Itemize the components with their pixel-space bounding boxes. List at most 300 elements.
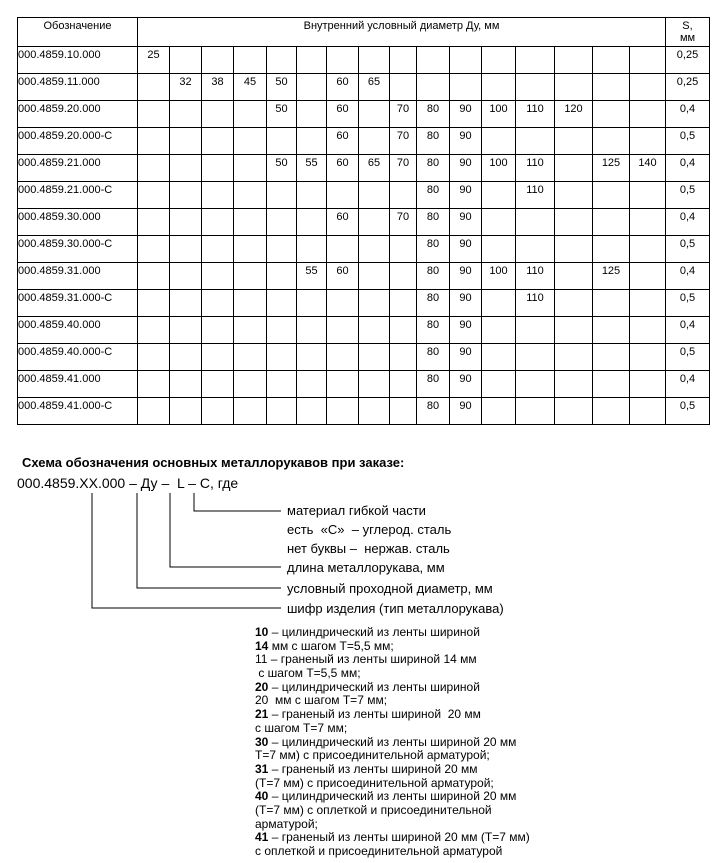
diameter-cell xyxy=(327,290,359,317)
legend-line xyxy=(255,831,530,845)
diameter-cell xyxy=(138,263,170,290)
diameter-cell: 80 xyxy=(417,371,450,398)
legend-line xyxy=(255,626,530,640)
diameter-cell xyxy=(202,128,234,155)
legend-code-number: 10 xyxy=(255,625,269,639)
diameter-cell xyxy=(390,74,417,101)
diameter-cell xyxy=(593,101,630,128)
table-row xyxy=(18,209,710,236)
legend-text: – цилиндрический из ленты шириной xyxy=(268,625,480,639)
diameter-cell: 90 xyxy=(450,128,482,155)
diameter-cell xyxy=(390,263,417,290)
diameter-cell: 80 xyxy=(417,398,450,425)
designation-cell: 000.4859.21.000 xyxy=(18,155,138,182)
diameter-cell xyxy=(593,182,630,209)
diameter-cell xyxy=(138,317,170,344)
diameter-cell xyxy=(630,209,666,236)
legend-line xyxy=(255,694,530,708)
diameter-cell: 90 xyxy=(450,101,482,128)
s-thickness-cell: 0,4 xyxy=(666,155,710,182)
diameter-cell xyxy=(297,236,327,263)
diameter-cell xyxy=(630,47,666,74)
legend-code-number: 14 xyxy=(255,638,269,653)
diameter-cell: 140 xyxy=(630,155,666,182)
diameter-cell: 50 xyxy=(267,74,297,101)
diameter-cell xyxy=(234,317,267,344)
diameter-cell xyxy=(359,101,390,128)
diameter-cell xyxy=(170,101,202,128)
legend-line xyxy=(255,667,530,681)
diameter-cell xyxy=(390,344,417,371)
diameter-cell xyxy=(170,209,202,236)
branch-label-product-code: шифр изделия (тип металлорукава) xyxy=(287,601,504,616)
legend-text: 11 – граненый из ленты шириной 14 мм xyxy=(255,652,477,667)
designation-cell: 000.4859.30.000-С xyxy=(18,236,138,263)
diameter-cell xyxy=(390,398,417,425)
diameter-cell xyxy=(417,74,450,101)
diameter-cell: 90 xyxy=(450,209,482,236)
diameter-cell xyxy=(359,47,390,74)
diameter-cell: 90 xyxy=(450,155,482,182)
diameter-cell: 90 xyxy=(450,182,482,209)
diameter-cell xyxy=(138,128,170,155)
diameter-cell xyxy=(359,344,390,371)
diameter-cell: 60 xyxy=(327,209,359,236)
diameter-cell xyxy=(593,209,630,236)
table-body xyxy=(18,18,710,425)
diameter-cell: 60 xyxy=(327,101,359,128)
diameter-cell xyxy=(234,209,267,236)
diameter-cell xyxy=(516,317,555,344)
diameter-cell xyxy=(202,236,234,263)
branch-label-diameter: условный проходной диаметр, мм xyxy=(287,581,493,596)
legend-code-number: 41 xyxy=(255,830,269,845)
diameter-cell xyxy=(138,236,170,263)
diameter-cell xyxy=(482,344,516,371)
diameter-cell xyxy=(138,209,170,236)
legend-text: – граненый из ленты шириной 20 мм xyxy=(268,761,478,776)
diameter-cell xyxy=(516,236,555,263)
diameter-cell xyxy=(234,101,267,128)
legend-text: – цилиндрический из ленты шириной 20 мм xyxy=(268,734,517,749)
diameter-cell xyxy=(555,47,593,74)
diameter-cell xyxy=(170,155,202,182)
diameter-cell xyxy=(390,371,417,398)
table-row xyxy=(18,155,710,182)
diameter-cell: 90 xyxy=(450,263,482,290)
diameter-cell xyxy=(170,317,202,344)
diameter-cell xyxy=(202,182,234,209)
diameter-cell xyxy=(593,317,630,344)
s-thickness-cell: 0,4 xyxy=(666,101,710,128)
diameter-cell xyxy=(202,344,234,371)
diameter-cell xyxy=(297,344,327,371)
diameter-cell xyxy=(170,290,202,317)
diameter-cell xyxy=(327,317,359,344)
legend-text: – цилиндрический из ленты шириной 20 мм xyxy=(268,789,517,804)
diameter-cell xyxy=(327,371,359,398)
diameter-cell xyxy=(170,371,202,398)
header-designation: Обозначение xyxy=(18,18,138,47)
diameter-cell xyxy=(555,236,593,263)
diameter-cell xyxy=(327,344,359,371)
diameter-cell: 70 xyxy=(390,128,417,155)
diameter-cell xyxy=(630,236,666,263)
s-thickness-cell: 0,4 xyxy=(666,371,710,398)
diameter-cell xyxy=(234,182,267,209)
diameter-cell xyxy=(390,290,417,317)
diameter-cell: 70 xyxy=(390,209,417,236)
diameter-cell xyxy=(555,290,593,317)
diameter-cell: 55 xyxy=(297,155,327,182)
s-thickness-cell: 0,4 xyxy=(666,317,710,344)
diameter-cell xyxy=(482,236,516,263)
table-row xyxy=(18,371,710,398)
diameter-cell xyxy=(234,263,267,290)
diameter-cell xyxy=(234,155,267,182)
table-row xyxy=(18,236,710,263)
diameter-cell xyxy=(202,263,234,290)
diameter-cell: 80 xyxy=(417,128,450,155)
table-row xyxy=(18,317,710,344)
diameter-cell xyxy=(170,263,202,290)
diameter-cell xyxy=(297,101,327,128)
diameter-cell: 90 xyxy=(450,371,482,398)
s-thickness-cell: 0,25 xyxy=(666,47,710,74)
diameter-cell xyxy=(482,47,516,74)
diameter-cell xyxy=(267,290,297,317)
diameter-cell xyxy=(327,398,359,425)
diameter-cell xyxy=(450,47,482,74)
header-s-line2: мм xyxy=(679,32,696,44)
diameter-spec-table xyxy=(17,17,710,425)
diameter-cell xyxy=(593,344,630,371)
diameter-cell xyxy=(297,290,327,317)
diameter-cell xyxy=(555,128,593,155)
diameter-cell: 80 xyxy=(417,236,450,263)
designation-cell: 000.4859.41.000 xyxy=(18,371,138,398)
diameter-cell xyxy=(555,155,593,182)
diameter-cell xyxy=(138,371,170,398)
header-s-line1: S, xyxy=(682,20,693,32)
diameter-cell xyxy=(482,290,516,317)
table-row xyxy=(18,398,710,425)
diameter-cell xyxy=(516,344,555,371)
diameter-cell xyxy=(138,290,170,317)
diameter-cell: 70 xyxy=(390,101,417,128)
diameter-cell xyxy=(297,182,327,209)
diameter-cell xyxy=(417,47,450,74)
diameter-cell xyxy=(555,182,593,209)
legend-line xyxy=(255,818,530,832)
table-header-row xyxy=(18,18,710,47)
diameter-cell: 25 xyxy=(138,47,170,74)
diameter-cell xyxy=(516,47,555,74)
s-thickness-cell: 0,4 xyxy=(666,209,710,236)
diameter-cell xyxy=(516,398,555,425)
s-thickness-cell: 0,5 xyxy=(666,290,710,317)
diameter-cell xyxy=(482,74,516,101)
diameter-cell xyxy=(267,371,297,398)
designation-cell: 000.4859.20.000 xyxy=(18,101,138,128)
diameter-cell xyxy=(202,290,234,317)
diameter-cell xyxy=(555,344,593,371)
diameter-cell xyxy=(630,74,666,101)
designation-cell: 000.4859.31.000-С xyxy=(18,290,138,317)
s-thickness-cell: 0,5 xyxy=(666,128,710,155)
diameter-cell: 90 xyxy=(450,236,482,263)
diameter-cell xyxy=(359,182,390,209)
s-thickness-cell: 0,5 xyxy=(666,236,710,263)
diameter-cell xyxy=(359,209,390,236)
diameter-cell: 90 xyxy=(450,317,482,344)
legend-text: 20 мм с шагом Т=7 мм; xyxy=(255,693,388,708)
diameter-cell xyxy=(170,236,202,263)
table-row xyxy=(18,101,710,128)
diameter-cell xyxy=(138,155,170,182)
diameter-cell xyxy=(630,263,666,290)
diameter-cell xyxy=(516,209,555,236)
table-row xyxy=(18,263,710,290)
diameter-cell: 100 xyxy=(482,155,516,182)
diameter-cell xyxy=(516,371,555,398)
s-thickness-cell: 0,5 xyxy=(666,344,710,371)
diameter-cell xyxy=(234,236,267,263)
designation-cell: 000.4859.10.000 xyxy=(18,47,138,74)
s-thickness-cell: 0,4 xyxy=(666,263,710,290)
diameter-cell xyxy=(234,344,267,371)
diameter-cell: 60 xyxy=(327,263,359,290)
diameter-cell xyxy=(593,47,630,74)
legend-line xyxy=(255,708,530,722)
diameter-cell xyxy=(359,398,390,425)
diameter-cell xyxy=(234,371,267,398)
designation-cell: 000.4859.41.000-С xyxy=(18,398,138,425)
table-row xyxy=(18,344,710,371)
diameter-cell: 110 xyxy=(516,290,555,317)
branch-label-material-stainless: нет буквы – нержав. сталь xyxy=(287,541,450,556)
diameter-cell xyxy=(170,128,202,155)
designation-cell: 000.4859.11.000 xyxy=(18,74,138,101)
diameter-cell: 100 xyxy=(482,263,516,290)
diameter-cell xyxy=(267,263,297,290)
diameter-cell: 90 xyxy=(450,344,482,371)
legend-text: с шагом Т=5,5 мм; xyxy=(255,666,361,681)
diameter-cell xyxy=(482,182,516,209)
diameter-cell xyxy=(267,398,297,425)
diameter-cell: 55 xyxy=(297,263,327,290)
diameter-cell: 80 xyxy=(417,182,450,209)
diameter-cell: 90 xyxy=(450,398,482,425)
diameter-cell xyxy=(593,290,630,317)
legend-text: – граненый из ленты шириной 20 мм xyxy=(268,707,481,722)
diameter-cell: 80 xyxy=(417,263,450,290)
type-code-legend xyxy=(255,626,530,859)
legend-text: (Т=7 мм) с присоединительной арматурой; xyxy=(255,775,494,790)
legend-code-number: 20 xyxy=(255,679,269,694)
table-row xyxy=(18,74,710,101)
diameter-cell xyxy=(593,74,630,101)
diameter-cell: 100 xyxy=(482,101,516,128)
diameter-cell xyxy=(202,101,234,128)
legend-code-number: 40 xyxy=(255,789,269,804)
diameter-cell: 45 xyxy=(234,74,267,101)
diameter-cell xyxy=(170,398,202,425)
legend-line xyxy=(255,681,530,695)
diameter-cell: 60 xyxy=(327,155,359,182)
legend-line xyxy=(255,736,530,750)
diameter-cell: 60 xyxy=(327,74,359,101)
diameter-cell: 80 xyxy=(417,290,450,317)
diameter-cell xyxy=(482,317,516,344)
legend-code-number: 21 xyxy=(255,707,269,722)
diameter-cell xyxy=(138,182,170,209)
diameter-cell xyxy=(138,74,170,101)
diameter-cell xyxy=(202,209,234,236)
diameter-cell xyxy=(170,47,202,74)
diameter-cell xyxy=(267,236,297,263)
legend-text: арматурой; xyxy=(255,816,318,831)
diameter-cell xyxy=(234,47,267,74)
diameter-cell xyxy=(202,155,234,182)
diameter-cell: 80 xyxy=(417,209,450,236)
diameter-cell xyxy=(630,101,666,128)
diameter-cell: 32 xyxy=(170,74,202,101)
diameter-cell xyxy=(359,128,390,155)
s-thickness-cell: 0,5 xyxy=(666,182,710,209)
diameter-cell xyxy=(359,290,390,317)
diameter-cell xyxy=(138,101,170,128)
diameter-cell xyxy=(390,182,417,209)
branch-label-material-carbon: есть «С» – углерод. сталь xyxy=(287,522,452,537)
diameter-cell xyxy=(555,317,593,344)
legend-line xyxy=(255,804,530,818)
diameter-cell: 65 xyxy=(359,155,390,182)
diameter-cell: 125 xyxy=(593,263,630,290)
diameter-cell xyxy=(327,47,359,74)
diameter-cell xyxy=(630,182,666,209)
table-row xyxy=(18,290,710,317)
diameter-cell: 70 xyxy=(390,155,417,182)
s-thickness-cell: 0,25 xyxy=(666,74,710,101)
diameter-cell xyxy=(555,209,593,236)
diameter-cell xyxy=(202,317,234,344)
legend-line xyxy=(255,763,530,777)
diameter-cell xyxy=(202,371,234,398)
diameter-cell xyxy=(482,398,516,425)
legend-text: с оплеткой и присоединительной арматурой xyxy=(255,844,503,858)
diameter-cell: 110 xyxy=(516,182,555,209)
legend-text: мм с шагом Т=5,5 мм; xyxy=(268,638,394,653)
diameter-cell xyxy=(516,74,555,101)
diameter-cell xyxy=(450,74,482,101)
diameter-cell xyxy=(297,317,327,344)
header-s xyxy=(666,18,710,47)
diameter-cell xyxy=(555,371,593,398)
branch-label-material: материал гибкой части xyxy=(287,503,426,518)
diameter-cell: 38 xyxy=(202,74,234,101)
diameter-cell xyxy=(630,317,666,344)
designation-cell: 000.4859.40.000 xyxy=(18,317,138,344)
legend-line xyxy=(255,749,530,763)
diameter-cell xyxy=(297,128,327,155)
diameter-cell xyxy=(202,398,234,425)
diameter-cell xyxy=(516,128,555,155)
diameter-cell: 120 xyxy=(555,101,593,128)
designation-cell: 000.4859.20.000-С xyxy=(18,128,138,155)
legend-text: – граненый из ленты шириной 20 мм (Т=7 мм) xyxy=(268,830,530,845)
diameter-cell: 110 xyxy=(516,263,555,290)
diameter-cell xyxy=(267,317,297,344)
diameter-cell xyxy=(234,290,267,317)
diameter-cell xyxy=(202,47,234,74)
diameter-cell xyxy=(593,371,630,398)
diameter-cell xyxy=(267,128,297,155)
diameter-cell: 110 xyxy=(516,101,555,128)
legend-line xyxy=(255,790,530,804)
diameter-cell: 60 xyxy=(327,128,359,155)
diameter-cell xyxy=(267,344,297,371)
diameter-cell: 125 xyxy=(593,155,630,182)
designation-cell: 000.4859.31.000 xyxy=(18,263,138,290)
diameter-cell xyxy=(297,209,327,236)
table-row xyxy=(18,182,710,209)
diameter-cell xyxy=(390,236,417,263)
diameter-cell: 80 xyxy=(417,317,450,344)
diameter-cell xyxy=(297,371,327,398)
legend-code-number: 30 xyxy=(255,734,269,749)
diameter-cell xyxy=(482,209,516,236)
legend-text: Т=7 мм) с присоединительной арматурой; xyxy=(255,748,490,763)
diameter-cell xyxy=(482,371,516,398)
diameter-cell xyxy=(359,263,390,290)
diameter-cell xyxy=(297,74,327,101)
diameter-cell xyxy=(630,290,666,317)
legend-line xyxy=(255,777,530,791)
legend-line xyxy=(255,653,530,667)
schema-heading: Схема обозначения основных металлорукавов при заказе: xyxy=(22,455,405,470)
diameter-cell: 50 xyxy=(267,155,297,182)
diameter-cell: 65 xyxy=(359,74,390,101)
diameter-cell xyxy=(170,344,202,371)
diameter-cell xyxy=(359,236,390,263)
s-thickness-cell: 0,5 xyxy=(666,398,710,425)
diameter-cell: 50 xyxy=(267,101,297,128)
diameter-cell: 80 xyxy=(417,155,450,182)
diameter-cell xyxy=(630,398,666,425)
diameter-cell xyxy=(297,47,327,74)
legend-line xyxy=(255,640,530,654)
diameter-cell xyxy=(630,128,666,155)
branch-label-length: длина металлорукава, мм xyxy=(287,560,445,575)
legend-line xyxy=(255,722,530,736)
diameter-cell xyxy=(170,182,202,209)
diameter-cell xyxy=(555,263,593,290)
diameter-cell xyxy=(390,47,417,74)
legend-text: с шагом Т=7 мм; xyxy=(255,720,348,735)
diameter-cell xyxy=(138,398,170,425)
diameter-cell xyxy=(234,128,267,155)
legend-line xyxy=(255,845,530,859)
diameter-cell xyxy=(297,398,327,425)
diameter-cell xyxy=(630,371,666,398)
diameter-cell xyxy=(593,128,630,155)
diameter-cell xyxy=(630,344,666,371)
diameter-cell xyxy=(593,236,630,263)
diameter-cell xyxy=(327,182,359,209)
legend-code-number: 31 xyxy=(255,761,269,776)
designation-formula: 000.4859.ХХ.000 – Ду – L – С, где xyxy=(17,475,239,491)
